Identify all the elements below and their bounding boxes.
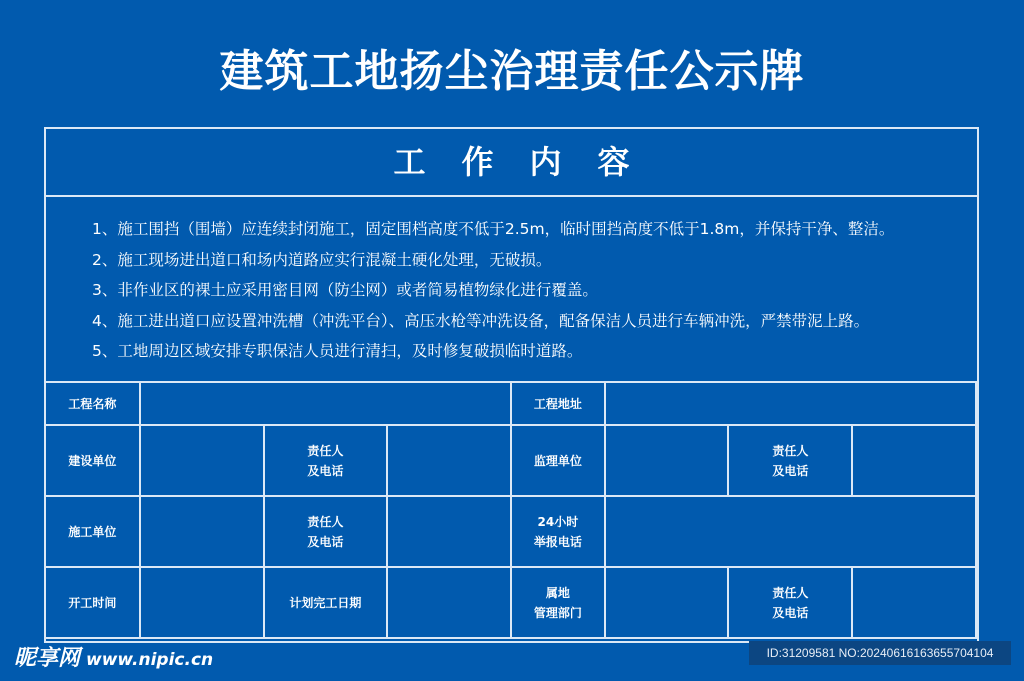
local-dept-responsible-label: 责任人 及电话 — [728, 567, 852, 638]
page-title: 建筑工地扬尘治理责任公示牌 — [219, 46, 805, 97]
work-items-list — [46, 197, 977, 367]
table-row — [45, 496, 976, 567]
notice-board-frame — [44, 127, 979, 643]
work-item: 2、施工现场进出道口和场内道路应实行混凝土硬化处理，无破损。 — [92, 250, 552, 269]
work-item: 4、施工进出道口应设置冲洗槽（冲洗平台）、高压水枪等冲洗设备，配备保洁人员进行车辆冲洗，严禁带泥上路。 — [92, 311, 870, 330]
start-date-label: 开工时间 — [45, 567, 140, 638]
responsibility-table — [44, 381, 977, 639]
supervisor-responsible-value — [852, 425, 976, 496]
logo-url: www.nipic.cn — [86, 650, 214, 670]
project-name-label: 工程名称 — [45, 382, 140, 425]
contractor-label: 施工单位 — [45, 496, 140, 567]
section-header: 工作内容 — [46, 129, 977, 197]
builder-responsible-value — [387, 425, 511, 496]
contractor-responsible-label: 责任人 及电话 — [264, 496, 388, 567]
work-item: 5、工地周边区域安排专职保洁人员进行清扫，及时修复破损临时道路。 — [92, 342, 583, 360]
watermark-logo — [14, 641, 213, 672]
supervisor-label: 监理单位 — [511, 425, 605, 496]
image-id-badge: ID:31209581 NO:20240616163655704104 — [749, 641, 1011, 665]
builder-label: 建设单位 — [45, 425, 140, 496]
hotline-value — [605, 496, 976, 567]
project-address-value — [605, 382, 976, 425]
contractor-value — [140, 496, 264, 567]
table-row — [45, 382, 976, 425]
project-address-label: 工程地址 — [511, 382, 605, 425]
planned-finish-value — [387, 567, 511, 638]
builder-value — [140, 425, 264, 496]
supervisor-value — [605, 425, 729, 496]
local-dept-responsible-value — [852, 567, 976, 638]
planned-finish-label: 计划完工日期 — [264, 567, 388, 638]
project-name-value — [140, 382, 511, 425]
local-dept-value — [605, 567, 729, 638]
work-item: 1、施工围挡（围墙）应连续封闭施工，固定围档高度不低于2.5m，临时围挡高度不低于1.8m，并保持干净、整洁。 — [92, 220, 895, 238]
table-row — [45, 567, 976, 638]
work-item: 3、非作业区的裸土应采用密目网（防尘网）或者简易植物绿化进行覆盖。 — [92, 281, 598, 299]
hotline-label: 24小时 举报电话 — [511, 496, 605, 567]
table-row — [45, 425, 976, 496]
logo-text: 昵享网 — [14, 646, 81, 671]
builder-responsible-label: 责任人 及电话 — [264, 425, 388, 496]
contractor-responsible-value — [387, 496, 511, 567]
supervisor-responsible-label: 责任人 及电话 — [728, 425, 852, 496]
local-dept-label: 属地 管理部门 — [511, 567, 605, 638]
work-content — [46, 197, 977, 383]
start-date-value — [140, 567, 264, 638]
